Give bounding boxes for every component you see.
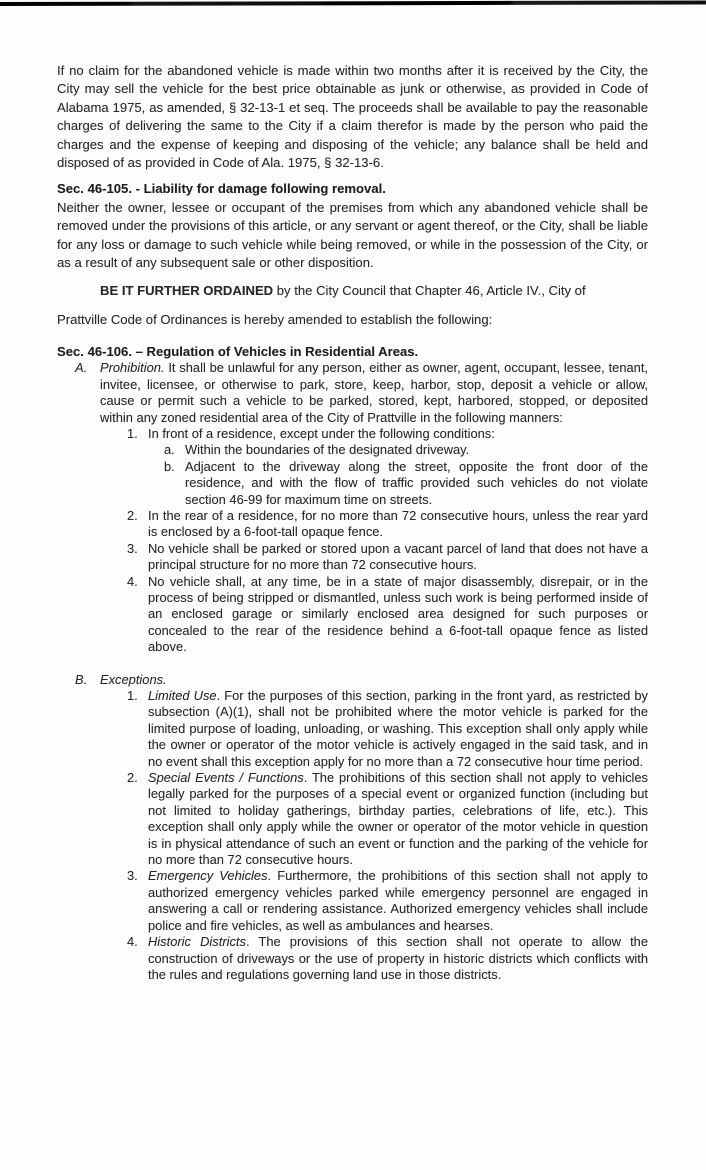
list-item-b4-text [148,934,648,983]
scan-edge-artifact [0,1,706,6]
ordained-continuation-line: Prattville Code of Ordinances is hereby amended to establish the following: [57,311,493,327]
list-item-b2-number: 2. [127,770,138,786]
sub-item-a1b [164,459,648,508]
list-item-a1 [127,426,648,508]
intro-paragraph: If no claim for the abandoned vehicle is made within two months after it is received by the City, the City may sell the vehicle for the best price obtainable as junk or otherwise, as provided in Code of Alabama 1975, as amended, § 32-13-1 et seq. The proceeds shall be available to pay the reasonable charges of delivering the same to the City if a claim therefor is made by the person who paid the charges and the expense of keeping and disposing of the vehicle; any balance shall be held and disposed of as provided in Code of Ala. 1975, § 32-13-6. [57,63,648,171]
sub-item-a1a [164,442,648,458]
list-item-a2-text: In the rear of a residence, for no more than 72 consecutive hours, unless the rear yard is enclosed by a 6-foot-tall opaque fence. [148,507,648,540]
list-item-a1-text: In front of a residence, except under the following conditions: [148,425,495,441]
list-item-b3-text [148,868,648,934]
list-item-b4-body: . The provisions of this section shall not operate to allow the construction of driveways or the use of property in historic districts which conflicts with the rules and regulations governing land use in those districts. [148,934,648,982]
list-item-a3-text: No vehicle shall be parked or stored upon a vacant parcel of land that does not have a principal structure for no more than 72 consecutive hours. [148,540,648,573]
list-item-b4-title: Historic Districts [148,934,246,950]
list-item-b3-number: 3. [127,868,138,884]
sec-46-106-heading: Sec. 46-106. – Regulation of Vehicles in Residential Areas. [57,344,419,360]
section-b-lead-italic: Exceptions. [100,671,167,687]
list-item-b2-text [148,770,648,868]
section-b-lead [100,672,648,688]
sub-item-a1b-letter: b. [164,458,175,474]
list-item-a4-number: 4. [127,573,138,589]
sub-item-a1b-text: Adjacent to the driveway along the street, opposite the front door of the residence, and with the flow of traffic provided such vehicles do not violate section 46-99 for maximum time on streets. [185,458,648,507]
sec-46-106-outline [57,360,648,983]
section-a-lead-italic: Prohibition. [100,360,165,376]
list-item-a4-text: No vehicle shall, at any time, be in a state of major disassembly, disrepair, or in the process of being stripped or dismantled, unless such work is being performed inside of an enclosed garage or similarly enclosed area designed for such purposes or concealed to the rear of the residence behind a 6-foot-tall opaque fence as listed above. [148,573,648,655]
document-content [57,62,648,983]
list-item-b4 [127,934,648,983]
list-item-a3 [127,541,648,574]
list-item-b4-number: 4. [127,934,138,950]
list-item-b2-body: . The prohibitions of this section shall not apply to vehicles legally parked for the purposes of a special event or organized function (including but not limited to holiday gatherings, birthday parties, celebrations of life, etc.). This exception shall only apply while the owner or operator of the motor vehicle in question is in physical attendance of such an event or function and the parking of the vehicle for no more than 72 consecutive hours. [148,770,648,868]
list-item-b3-body: . Furthermore, the prohibitions of this section shall not apply to authorized emergency vehicles parked while emergency personnel are engaged in answering a call or rendering assistance. Authorized emergency vehicles shall include police and fire vehicles, as well as ambulances and hearses. [148,868,648,933]
list-item-a4 [127,574,648,656]
section-a-label: A. [75,360,88,376]
list-item-a3-number: 3. [127,540,138,556]
sub-item-a1a-letter: a. [164,442,175,458]
list-item-b1-number: 1. [127,688,138,703]
list-item-b2-title: Special Events / Functions [148,770,304,786]
list-item-b1-body: . For the purposes of this section, parking in the front yard, as restricted by subsection (A)(1), shall not be prohibited where the motor vehicle is parked for the limited purpose of loading, unloading, or washing. This exception shall only apply while the owner or operator of the motor vehicle is actively engaged in the said task, and in no event shall this exception apply for no more than a 72 consecutive hour time period. [148,688,648,769]
sec-46-105-heading: Sec. 46-105. - Liability for damage following removal. [57,181,386,197]
ordained-rest-text: by the City Council that Chapter 46, Article IV., City of [273,283,586,299]
section-b-exceptions [75,672,648,984]
list-item-b1 [127,688,648,770]
section-b-label: B. [75,671,88,687]
sec-46-105-body: Neither the owner, lessee or occupant of the premises from which any abandoned vehicle shall be removed under the provisions of this article, or any servant or agent thereof, or the City, shall be liable for any loss or damage to such vehicle while being removed, or while in the possession of the City, or as a result of any subsequent sale or other disposition. [57,199,648,271]
list-item-b1-text [148,688,648,770]
list-item-a2 [127,508,648,541]
section-a-lead-rest: It shall be unlawful for any person, either as owner, agent, occupant, lessee, tenant, invitee, licensee, or otherwise to park, store, keep, harbor, stop, deposit a vehicle or allow, cause or permit such a vehicle to be parked, stored, kept, harbored, stopped, or deposited within any zoned residential area of the City of Prattville in the following manners: [100,360,648,425]
ordained-clause-line [57,282,648,300]
list-item-b2 [127,770,648,868]
list-item-a2-number: 2. [127,507,138,523]
section-a-prohibition [75,360,648,655]
list-item-b1-title: Limited Use [148,688,217,703]
list-item-b3 [127,868,648,934]
list-item-a1-number: 1. [127,425,138,441]
ordained-bold-phrase: BE IT FURTHER ORDAINED [100,283,274,299]
section-a-lead [100,360,648,426]
list-item-b3-title: Emergency Vehicles [148,868,268,884]
sub-item-a1a-text: Within the boundaries of the designated driveway. [185,442,470,458]
